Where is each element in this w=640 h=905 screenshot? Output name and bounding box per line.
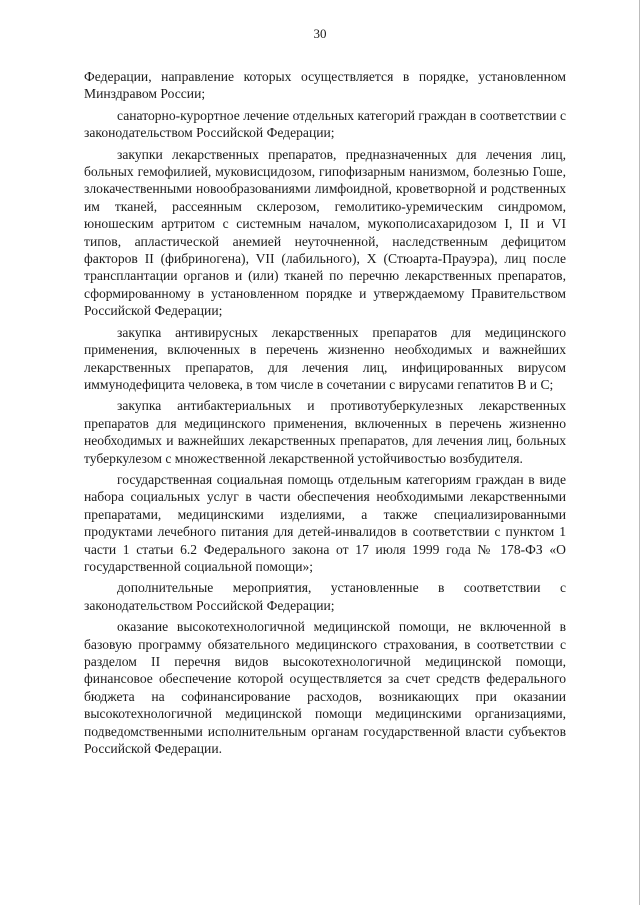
paragraph-continuation: Федерации, направление которых осуществляется в порядке, установленном Минздравом России; bbox=[84, 69, 566, 102]
paragraph-drug-procurement: закупки лекарственных препаратов, предназначенных для лечения лиц, больных гемофилией, муковисцидозом, гипофизарным нанизмом, болезнью Гоше, злокачественными новообразованиями лимфоидной, кроветворной и родственных им тканей, рассеянным склерозом, гемолитико-уремическим синдромом, юношеским артритом с системным началом, мукополисахаридозом I, II и VI типов, апластической анемией неуточненной, наследственным дефицитом факторов II (фибриногена), VII (лабильного), X (Стюарта-Прауэра), лиц после трансплантации органов и (или) тканей по перечню лекарственных препаратов, сформированному в установленном порядке и утверждаемому Правительством Российской Федерации; bbox=[84, 146, 566, 319]
page-number: 30 bbox=[313, 26, 327, 41]
paragraph-additional-measures: дополнительные мероприятия, установленные в соответствии с законодательством Российской Федерации; bbox=[84, 580, 566, 613]
document-body bbox=[84, 68, 566, 761]
paragraph-antibacterial-procurement: закупка антибактериальных и противотуберкулезных лекарственных препаратов для медицинского применения, включенных в перечень жизненно необходимых и важнейших лекарственных препаратов, для лечения лиц, больных туберкулезом с множественной лекарственной устойчивостью возбудителя. bbox=[84, 398, 566, 466]
paragraph-sanatorium-treatment: санаторно-курортное лечение отдельных категорий граждан в соответствии с законодательством Российской Федерации; bbox=[84, 107, 566, 141]
paragraph-social-assistance: государственная социальная помощь отдельным категориям граждан в виде набора социальных услуг в части обеспечения необходимыми лекарственными препаратами, медицинскими изделиями, а также специализированными продуктами лечебного питания для детей-инвалидов в соответствии с пунктом 1 части 1 статьи 6.2 Федерального закона от 17 июля 1999 года № 178-ФЗ «О государственной социальной помощи»; bbox=[84, 471, 566, 574]
paragraph-high-tech-care: оказание высокотехнологичной медицинской помощи, не включенной в базовую программу обязательного медицинского страхования, в соответствии с разделом II перечня видов высокотехнологичной медицинской помощи, финансовое обеспечение которой осуществляется за счет средств федерального бюджета на софинансирование расходов, возникающих при оказании высокотехнологичной медицинской помощи медицинскими организациями, подведомственными исполнительным органам государственной власти субъектов Российской Федерации. bbox=[84, 619, 566, 757]
paragraph-antiviral-procurement: закупка антивирусных лекарственных препаратов для медицинского применения, включенных в перечень жизненно необходимых и важнейших лекарственных препаратов, для лечения лиц, инфицированных вирусом иммунодефицита человека, в том числе в сочетании с вирусами гепатитов B и C; bbox=[84, 324, 566, 392]
